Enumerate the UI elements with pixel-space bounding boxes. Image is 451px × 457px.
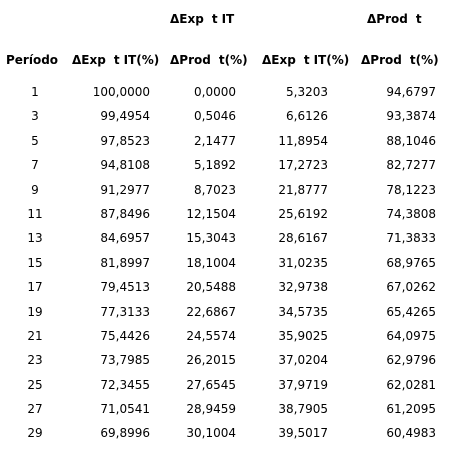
cell-dexp-a: 84,6957 bbox=[100, 231, 150, 246]
cell-dprod-a: 8,7023 bbox=[194, 182, 236, 197]
cell-dexp-b: 37,9719 bbox=[278, 377, 328, 392]
header-top-col2 bbox=[170, 12, 234, 26]
cell-periodo: 5 bbox=[31, 133, 39, 148]
header-col0-periodo: Período bbox=[6, 53, 59, 67]
cell-dprod-b: 94,6797 bbox=[386, 85, 436, 99]
cell-dexp-a: 91,2977 bbox=[100, 182, 150, 197]
data-table bbox=[0, 80, 451, 446]
cell-periodo: 9 bbox=[31, 182, 39, 197]
cell-dexp-a: 94,8108 bbox=[100, 158, 150, 173]
cell-dprod-a: 5,1892 bbox=[194, 158, 236, 173]
cell-periodo: 17 bbox=[27, 280, 43, 295]
cell-periodo: 7 bbox=[31, 158, 39, 173]
cell-periodo: 3 bbox=[31, 109, 39, 124]
cell-dexp-b: 11,8954 bbox=[278, 133, 328, 148]
cell-dprod-a: 0,5046 bbox=[194, 109, 236, 124]
table-row bbox=[0, 373, 451, 397]
cell-dexp-a: 81,8997 bbox=[100, 255, 150, 270]
cell-dexp-a: 69,8996 bbox=[100, 426, 150, 441]
table-row bbox=[0, 251, 451, 275]
cell-dprod-a: 22,6867 bbox=[186, 304, 236, 319]
cell-dexp-a: 79,4513 bbox=[100, 280, 150, 295]
header-col3 bbox=[262, 53, 349, 67]
header-top-col4-sub: t bbox=[415, 12, 422, 26]
cell-periodo: 19 bbox=[27, 304, 43, 319]
cell-dprod-b: 71,3833 bbox=[386, 231, 436, 246]
header-top-col4-main: ΔProd bbox=[367, 12, 408, 26]
cell-dprod-a: 30,1004 bbox=[186, 426, 236, 441]
table-row bbox=[0, 324, 451, 348]
header-col4-main: ΔProd bbox=[361, 53, 402, 67]
cell-dexp-b: 32,9738 bbox=[278, 280, 328, 295]
cell-dprod-b: 60,4983 bbox=[386, 426, 436, 441]
cell-dprod-b: 62,9796 bbox=[386, 353, 436, 368]
cell-dexp-b: 28,6167 bbox=[278, 231, 328, 246]
cell-dexp-b: 5,3203 bbox=[286, 85, 328, 99]
table-row bbox=[0, 178, 451, 202]
cell-dprod-a: 28,9459 bbox=[186, 402, 236, 417]
header-col1 bbox=[72, 53, 159, 67]
cell-dexp-b: 25,6192 bbox=[278, 206, 328, 221]
cell-dprod-b: 67,0262 bbox=[386, 280, 436, 295]
header-col3-main: ΔExp bbox=[262, 53, 296, 67]
cell-dprod-b: 61,2095 bbox=[386, 402, 436, 417]
cell-dprod-a: 12,1504 bbox=[186, 206, 236, 221]
header-col1-sub: t bbox=[113, 53, 120, 67]
cell-dexp-a: 87,8496 bbox=[100, 206, 150, 221]
cell-dexp-a: 72,3455 bbox=[100, 377, 150, 392]
cell-dexp-b: 31,0235 bbox=[278, 255, 328, 270]
header-col4-unit: (%) bbox=[415, 53, 439, 67]
cell-dexp-a: 100,0000 bbox=[92, 85, 150, 99]
table-row bbox=[0, 226, 451, 250]
cell-periodo: 13 bbox=[27, 231, 43, 246]
header-col1-main: ΔExp bbox=[72, 53, 106, 67]
cell-dexp-a: 99,4954 bbox=[100, 109, 150, 124]
cell-periodo: 21 bbox=[27, 328, 43, 343]
table-row bbox=[0, 300, 451, 324]
header-col3-unit: (%) bbox=[326, 53, 350, 67]
cell-dexp-a: 75,4426 bbox=[100, 328, 150, 343]
cell-dprod-b: 88,1046 bbox=[386, 133, 436, 148]
cell-periodo: 11 bbox=[27, 206, 43, 221]
cell-periodo: 1 bbox=[31, 85, 39, 99]
cell-dexp-b: 35,9025 bbox=[278, 328, 328, 343]
cell-dprod-b: 78,1223 bbox=[386, 182, 436, 197]
table-row bbox=[0, 348, 451, 372]
table-row bbox=[0, 153, 451, 177]
cell-dprod-a: 20,5488 bbox=[186, 280, 236, 295]
cell-dprod-b: 65,4265 bbox=[386, 304, 436, 319]
header-top-col2-sub: t bbox=[211, 12, 218, 26]
cell-periodo: 29 bbox=[27, 426, 43, 441]
table-row bbox=[0, 397, 451, 421]
table-row bbox=[0, 104, 451, 128]
table-row bbox=[0, 421, 451, 445]
header-col2-unit: (%) bbox=[224, 53, 248, 67]
cell-dprod-a: 27,6545 bbox=[186, 377, 236, 392]
cell-periodo: 27 bbox=[27, 402, 43, 417]
cell-dprod-a: 15,3043 bbox=[186, 231, 236, 246]
cell-dexp-a: 77,3133 bbox=[100, 304, 150, 319]
cell-dprod-a: 2,1477 bbox=[194, 133, 236, 148]
cell-dexp-a: 97,8523 bbox=[100, 133, 150, 148]
cell-periodo: 23 bbox=[27, 353, 43, 368]
cell-dprod-a: 18,1004 bbox=[186, 255, 236, 270]
header-col2-main: ΔProd bbox=[170, 53, 211, 67]
cell-dexp-b: 37,0204 bbox=[278, 353, 328, 368]
cell-dexp-b: 21,8777 bbox=[278, 182, 328, 197]
cell-dprod-b: 68,9765 bbox=[386, 255, 436, 270]
table-row bbox=[0, 80, 451, 104]
cell-dexp-b: 38,7905 bbox=[278, 402, 328, 417]
table-row bbox=[0, 202, 451, 226]
cell-dprod-b: 93,3874 bbox=[386, 109, 436, 124]
cell-periodo: 15 bbox=[27, 255, 43, 270]
header-col1-unit: (%) bbox=[136, 53, 160, 67]
header-col3-sub: t bbox=[303, 53, 310, 67]
header-col2-sub: t bbox=[218, 53, 225, 67]
cell-dexp-b: 6,6126 bbox=[286, 109, 328, 124]
header-col3-sup: IT bbox=[313, 53, 327, 67]
cell-dprod-a: 24,5574 bbox=[186, 328, 236, 343]
header-top-col2-main: ΔExp bbox=[170, 12, 204, 26]
cell-dprod-b: 74,3808 bbox=[386, 206, 436, 221]
header-col1-sup: IT bbox=[123, 53, 137, 67]
cell-dprod-a: 0,0000 bbox=[194, 85, 236, 99]
cell-dprod-b: 82,7277 bbox=[386, 158, 436, 173]
header-top-col4 bbox=[367, 12, 422, 26]
cell-dexp-a: 73,7985 bbox=[100, 353, 150, 368]
cell-dexp-a: 71,0541 bbox=[100, 402, 150, 417]
table-row bbox=[0, 129, 451, 153]
cell-dexp-b: 17,2723 bbox=[278, 158, 328, 173]
cell-dprod-b: 64,0975 bbox=[386, 328, 436, 343]
header-top-col2-sup: IT bbox=[221, 12, 235, 26]
cell-dprod-a: 26,2015 bbox=[186, 353, 236, 368]
cell-dexp-b: 34,5735 bbox=[278, 304, 328, 319]
table-row bbox=[0, 275, 451, 299]
cell-dprod-b: 62,0281 bbox=[386, 377, 436, 392]
cell-periodo: 25 bbox=[27, 377, 43, 392]
header-col4-sub: t bbox=[409, 53, 416, 67]
header-col2 bbox=[170, 53, 248, 67]
header-col4 bbox=[361, 53, 439, 67]
cell-dexp-b: 39,5017 bbox=[278, 426, 328, 441]
